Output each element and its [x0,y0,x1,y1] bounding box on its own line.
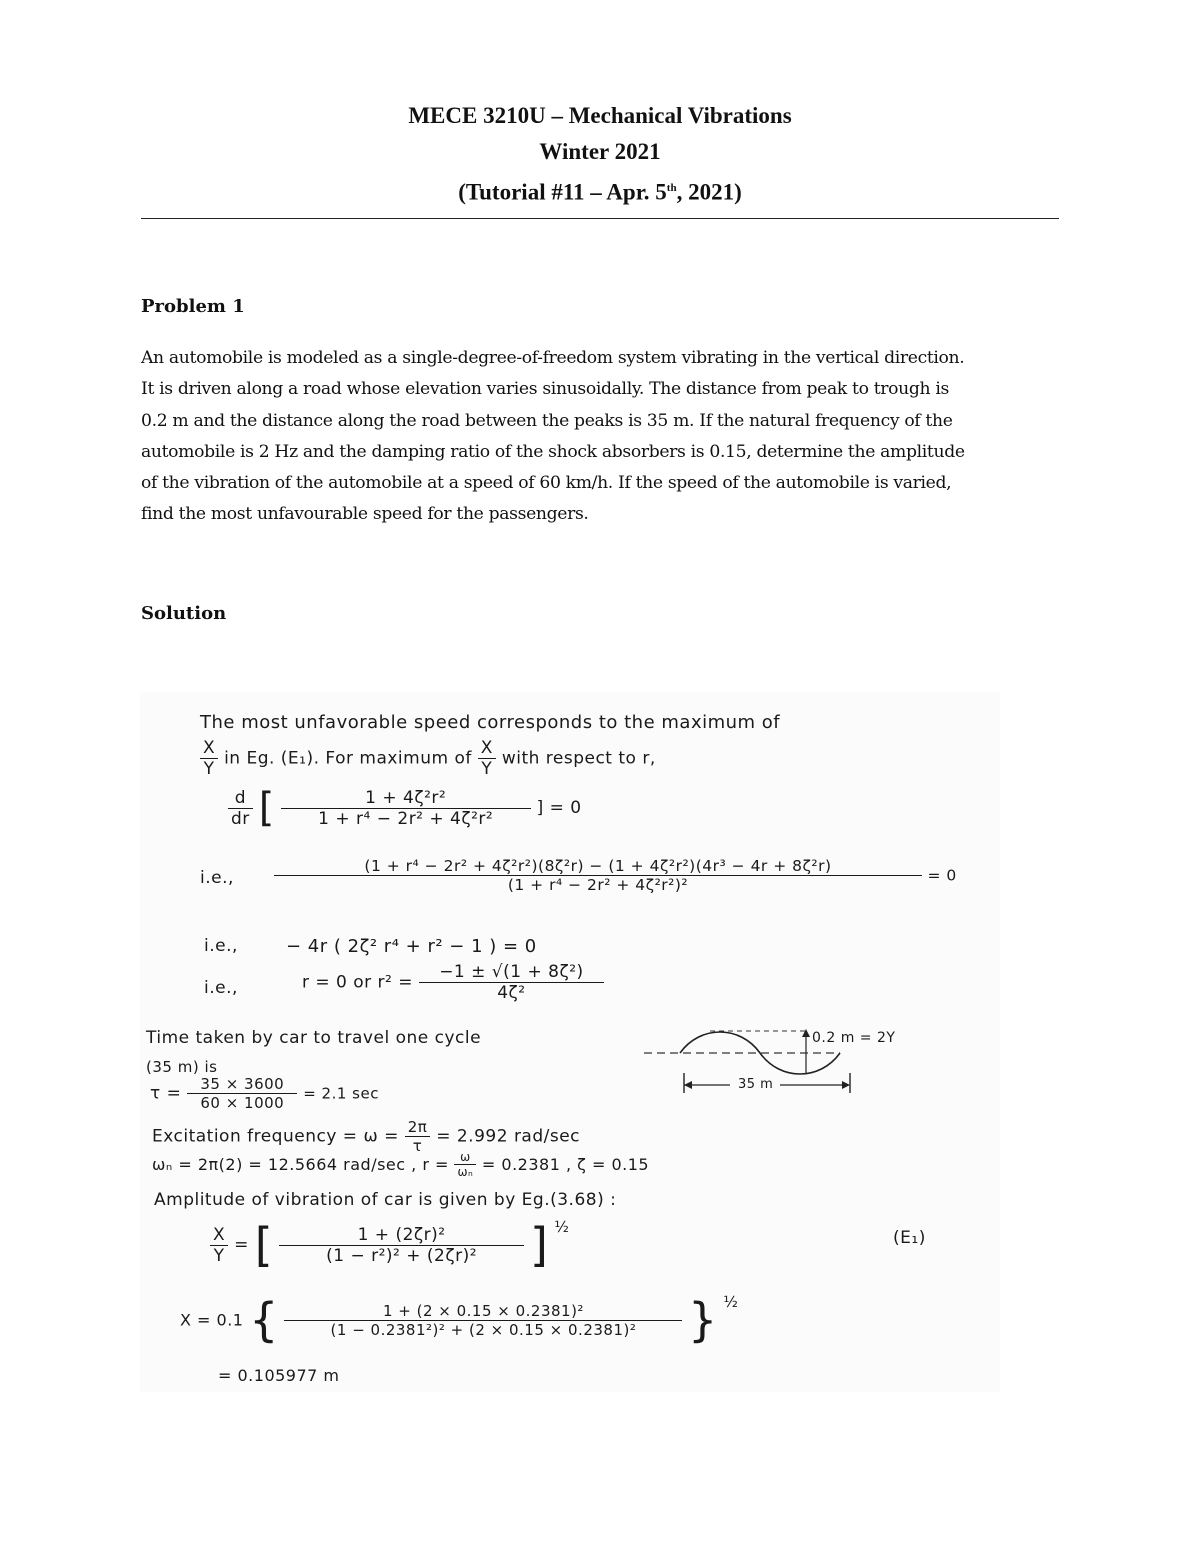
hw-time-line-2: (35 m) is [146,1058,218,1076]
hw-ie-1: i.e., [200,868,234,888]
problem-line: find the most unfavourable speed for the passengers. [141,504,589,525]
hw-natural-freq: ωₙ = 2π(2) = 12.5664 rad/sec , r = $\frac{\omega}{\text{ωₙ}}$ = 0.2381 , ζ = 0.15 [152,1150,650,1179]
term: Winter 2021 [539,139,661,164]
hw-line-1: The most unfavorable speed corresponds to the maximum of [200,712,781,733]
hw-eq2: $\frac{\text{(1 + r⁴ − 2r² + 4ζ²r²)(8ζ²r) − (1 + 4ζ²r²)(4r³ − 4r + 8ζ²r)}}{\text{(1 + r⁴ − 2r² + 4ζ²r²)²}}$ = 0 [274,857,957,894]
wave-label-length: 35 m [738,1077,774,1092]
problem-statement [141,343,1063,531]
problem-heading: Problem 1 [141,296,245,317]
hw-eq4: r = 0 or r² = $\frac{\text{−1 ± √(1 + 8ζ²)}}{\text{4ζ²}}$ [302,962,604,1003]
hw-tau-eq: τ = $\frac{35 \times 3600}{60 \times 1000}$ = 2.1 sec [150,1075,379,1112]
course-title: MECE 3210U – Mechanical Vibrations [408,103,792,128]
hw-derivative-eq: $\frac{d}{dr}$ [ $\frac{\text{1 + 4ζ²r²}}{\text{1 + r⁴ − 2r² + 4ζ²r²}}$ ] = 0 [228,785,582,831]
hw-ie-2: i.e., [204,936,238,956]
hw-x-calc: X = 0.1 { $\frac{\text{1 + (2 × 0.15 × 0.2381)²}}{\text{(1 − 0.2381²)² + (2 × 0.15 × 0.2381)²}}$ } ½ [180,1293,739,1347]
problem-line: An automobile is modeled as a single-degree-of-freedom system vibrating in the vertical direction. [141,348,965,368]
problem-line: It is driven along a road whose elevation varies sinusoidally. The distance from peak to trough is [141,379,949,400]
equation-label-e1: (E₁) [893,1228,926,1248]
problem-line: of the vibration of the automobile at a speed of 60 km/h. If the speed of the automobile is varied, [141,473,952,494]
hw-xy-formula: $\frac{X}{Y}$ = [ $\frac{\text{1 + (2ζr)²}}{\text{(1 − r²)² + (2ζr)²}}$ ] ½ [210,1218,569,1272]
hw-excitation: Excitation frequency = ω = $\frac{2\pi}{\tau}$ = 2.992 rad/sec [152,1118,581,1155]
wave-label-amplitude: 0.2 m = 2Y [812,1030,896,1046]
hw-ie-3: i.e., [204,978,238,998]
solution-heading: Solution [141,603,227,624]
hw-line-2: $\frac{X}{Y}$ in Eg. (E₁). For maximum of $\frac{X}{Y}$ with respect to r, [200,738,656,779]
problem-line: automobile is 2 Hz and the damping ratio of the shock absorbers is 0.15, determine the amplitude [141,441,965,462]
problem-line: 0.2 m and the distance along the road between the peaks is 35 m. If the natural frequency of the [141,410,953,431]
hw-result: = 0.105977 m [218,1366,340,1385]
hw-eq3: − 4r ( 2ζ² r⁴ + r² − 1 ) = 0 [286,936,537,957]
tutorial-line: (Tutorial #11 – Apr. 5th, 2021) [458,179,742,205]
header-divider [141,218,1059,219]
hw-amplitude-line: Amplitude of vibration of car is given by Eg.(3.68) : [154,1190,617,1210]
hw-time-line-1: Time taken by car to travel one cycle [146,1028,482,1048]
document-header [0,98,1200,211]
